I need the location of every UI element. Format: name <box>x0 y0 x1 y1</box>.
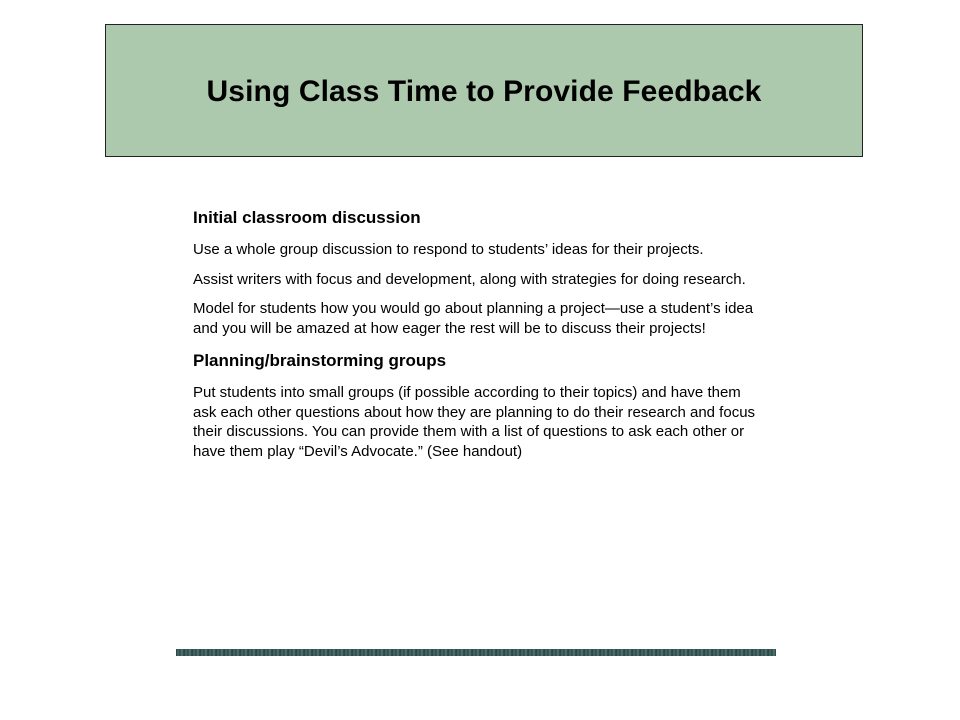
page-title: Using Class Time to Provide Feedback <box>206 74 762 108</box>
paragraph: Model for students how you would go about planning a project—use a student’s idea and you will be amazed at how eager the rest will be to discuss their projects! <box>193 300 754 337</box>
title-banner <box>105 24 863 157</box>
paragraph: Assist writers with focus and development, along with strategies for doing research. <box>193 270 746 288</box>
section-initial-discussion <box>193 207 768 338</box>
paragraph: Use a whole group discussion to respond to students’ ideas for their projects. <box>193 241 704 258</box>
section-heading: Planning/brainstorming groups <box>193 351 447 370</box>
slide-body <box>193 207 768 471</box>
decorative-divider <box>176 649 776 656</box>
section-planning-groups <box>193 350 768 461</box>
paragraph: Put students into small groups (if possible according to their topics) and have them ask each other questions about how they are planning to do their research and focus their discussions. You can provide them with a list of questions to ask each other or have them play “Devil’s Advocate.” (See handout) <box>193 384 756 460</box>
section-heading: Initial classroom discussion <box>193 208 421 227</box>
